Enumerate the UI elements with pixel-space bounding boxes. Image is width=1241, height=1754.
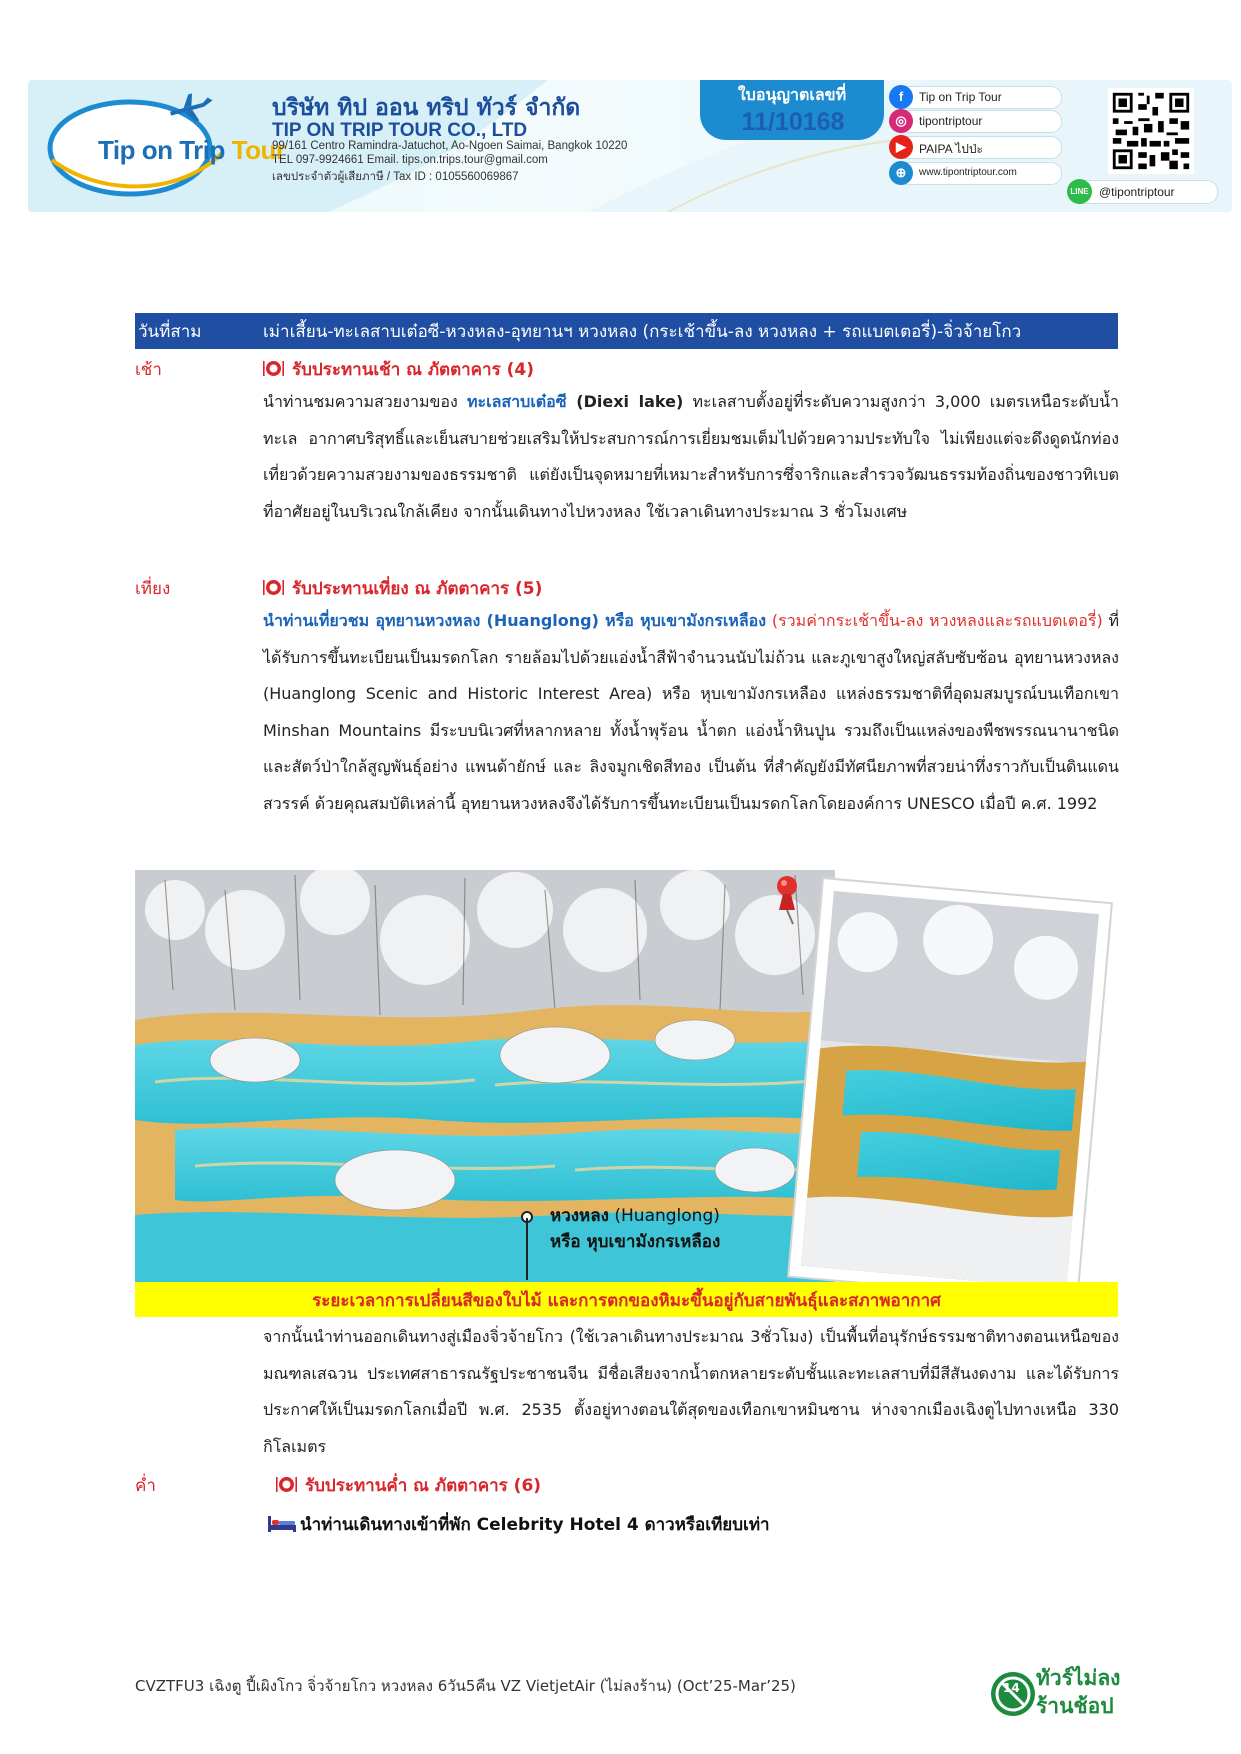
caption-yellow-dragon: หรือ หุบเขามังกรเหลือง (550, 1232, 721, 1252)
afternoon-paragraph: จากนั้นนำท่านออกเดินทางสู่เมืองจิ่วจ้ายโกว (ใช้เวลาเดินทางประมาณ 3ชั่วโมง) เป็นพื้นที่อนุรักษ์ธรรมชาติทางตอนเหนือของมณฑลเสฉวน ประเทศสาธารณรัฐประชาชนจีน มีชื่อเสียงจากน้ำตกหลายระดับชั้นและทะเลสาบที่มีสีสันงดงาม และได้รับการประกาศให้เป็นมรดกโลกเมื่อปี พ.ศ. 2535 ตั้งอยู่ทางตอนใต้สุดของเทือกเขาหมินซาน ห่างจากเมืองเฉิงตูไปทางเหนือ 330 กิโลเมตร (263, 1327, 1119, 1456)
header-banner (28, 80, 1232, 212)
badge-text-line2: ร้านช้อป (1036, 1694, 1114, 1718)
breakfast-label: เช้า (135, 360, 162, 380)
youtube-icon: ▶ (889, 135, 913, 159)
diexi-lake-name: ทะเลสาบเต๋อซี (467, 392, 567, 411)
company-tax-id: เลขประจำตัวผู้เสียภาษี / Tax ID : 0105560069867 (272, 171, 519, 183)
para-text: ที่ได้รับการขึ้นทะเบียนเป็นมรดกโลก รายล้อมไปด้วยแอ่งน้ำสีฟ้าจำนวนนับไม่ถ้วน และภูเขาสูงใหญ่สลับซับซ้อน อุทยานหวงหลง (Huanglong Scenic and Historic Interest Area) หรือ หุบเขามังกรเหลือง แหล่งธรรมชาติที่อุดมสมบูรณ์บนเทือกเขา Minshan Mountains มีระบบนิเวศที่หลากหลาย ทั้งน้ำพุร้อน น้ำตก แอ่งน้ำหินปูน รวมถึงเป็นแหล่งของพืชพรรณนานาชนิด และสัตว์ป่าใกล้สูญพันธุ์อย่าง แพนด้ายักษ์ และ ลิงจมูกเชิดสีทอง เป็นต้น ที่สำคัญยังมีทัศนียภาพที่สวยน่าทึ่งราวกับเป็นดินแดนสวรรค์ ด้วยคุณสมบัติเหล่านี้ อุทยานหวงหลงจึงได้รับการขึ้นทะเบียนเป็นมรดกโลกโดยองค์การ UNESCO เมื่อปี ค.ศ. 1992 (263, 611, 1120, 813)
website-label: www.tipontriptour.com (919, 167, 1017, 178)
line-icon: LINE (1067, 179, 1092, 204)
notice-text: ระยะเวลาการเปลี่ยนสีของใบไม้ และการตกของหิมะขึ้นอยู่กับสายพันธุ์และสภาพอากาศ (312, 1291, 941, 1311)
instagram-icon: ◎ (889, 109, 913, 133)
lunch-meal-text: รับประทานเที่ยง ณ ภัตตาคาร (5) (292, 579, 543, 599)
logo-text: Tip on Trip Tour (98, 135, 286, 165)
dining-icon (276, 1475, 297, 1494)
dining-icon (263, 578, 284, 597)
breakfast-meal (263, 356, 534, 383)
huanglong-heading: นำท่านเที่ยวชม อุทยานหวงหลง (Huanglong) หรือ หุบเขามังกรเหลือง (263, 611, 767, 630)
lunch-meal (263, 575, 542, 602)
diexi-lake-english: (Diexi lake) (566, 392, 684, 411)
dinner-meal (276, 1472, 541, 1499)
facebook-label: Tip on Trip Tour (919, 90, 1002, 104)
hotel-line (268, 1511, 770, 1538)
breakfast-paragraph (263, 384, 1119, 530)
included-fees-note: (รวมค่ากระเช้าขึ้น-ลง หวงหลงและรถแบตเตอรี่) (766, 611, 1103, 630)
facebook-icon: f (889, 85, 913, 109)
caption-pointer-line (526, 1218, 528, 1280)
youtube-link[interactable] (890, 136, 1062, 159)
page-number: 14 (1003, 1681, 1020, 1695)
breakfast-meal-text: รับประทานเช้า ณ ภัตตาคาร (4) (292, 360, 535, 380)
footer-tour-code: CVZTFU3 เฉิงตู ปี้เผิงโกว จิ่วจ้ายโกว หวงหลง 6วัน5คืน VZ VietjetAir (ไม่ลงร้าน) (Oct’25-Mar’25) (135, 1677, 796, 1695)
lunch-paragraph (263, 603, 1119, 822)
company-contact: TEL 097-9924661 Email. tips.on.trips.tour@gmail.com (272, 154, 548, 166)
facebook-link[interactable] (890, 86, 1062, 109)
youtube-label: PAIPA ไปป่ะ (919, 142, 983, 156)
bed-icon (268, 1514, 296, 1534)
instagram-link[interactable] (890, 110, 1062, 133)
lunch-label: เที่ยง (135, 579, 171, 599)
dining-icon (263, 359, 284, 378)
line-link[interactable] (1068, 180, 1218, 204)
dinner-label: ค่ำ (135, 1476, 156, 1496)
para-text: นำท่านชมความสวยงามของ (263, 392, 467, 411)
day-title: เม่าเสี้ยน-ทะเลสาบเต๋อซี-หวงหลง-อุทยานฯ หวงหลง (กระเช้าขึ้น-ลง หวงหลง + รถแบตเตอรี่)-จิ่วจ้ายโกว (263, 322, 1022, 342)
company-name-english: TIP ON TRIP TOUR CO., LTD (272, 120, 528, 141)
instagram-label: tipontriptour (919, 114, 983, 128)
day-label: วันที่สาม (138, 322, 202, 342)
badge-text-line1: ทัวร์ไม่ลง (1036, 1666, 1121, 1690)
photo-caption (550, 1203, 720, 1255)
dinner-meal-text: รับประทานค่ำ ณ ภัตตาคาร (6) (305, 1476, 542, 1496)
license-number: 11/10168 (741, 108, 845, 136)
website-link[interactable] (890, 162, 1062, 185)
company-name-thai: บริษัท ทิป ออน ทริป ทัวร์ จำกัด (272, 95, 581, 121)
license-label: ใบอนุญาตเลขที่ (737, 85, 847, 104)
qr-code[interactable] (1108, 88, 1194, 174)
hotel-text: นำท่านเดินทางเข้าที่พัก Celebrity Hotel 4 ดาวหรือเทียบเท่า (300, 1515, 770, 1535)
globe-icon: ⊕ (889, 161, 913, 185)
company-address: 99/161 Centro Ramindra-Jatuchot, Ao-Ngoen Saimai, Bangkok 10220 (272, 140, 628, 152)
line-label: @tipontriptour (1099, 185, 1175, 199)
para-text: ทะเลสาบตั้งอยู่ที่ระดับความสูงกว่า 3,000 เมตรเหนือระดับน้ำทะเล อากาศบริสุทธิ์และเย็นสบายช่วยเสริมให้ประสบการณ์การเยี่ยมชมเต็มไปด้วยความประทับใจ ไม่เพียงแต่จะดึงดูดนักท่องเที่ยวด้วยความสวยงามของธรรมชาติ แต่ยังเป็นจุดหมายที่เหมาะสำหรับการซึ่จาริกและสำรวจวัฒนธรรมท้องถิ่นของชาวทิเบตที่อาศัยอยู่ในบริเวณใกล้เคียง จากนั้นเดินทางไปหวงหลง ใช้เวลาเดินทางประมาณ 3 ชั่วโมงเศษ (263, 392, 1120, 521)
caption-huanglong: หวงหลง (Huanglong) (550, 1206, 720, 1226)
